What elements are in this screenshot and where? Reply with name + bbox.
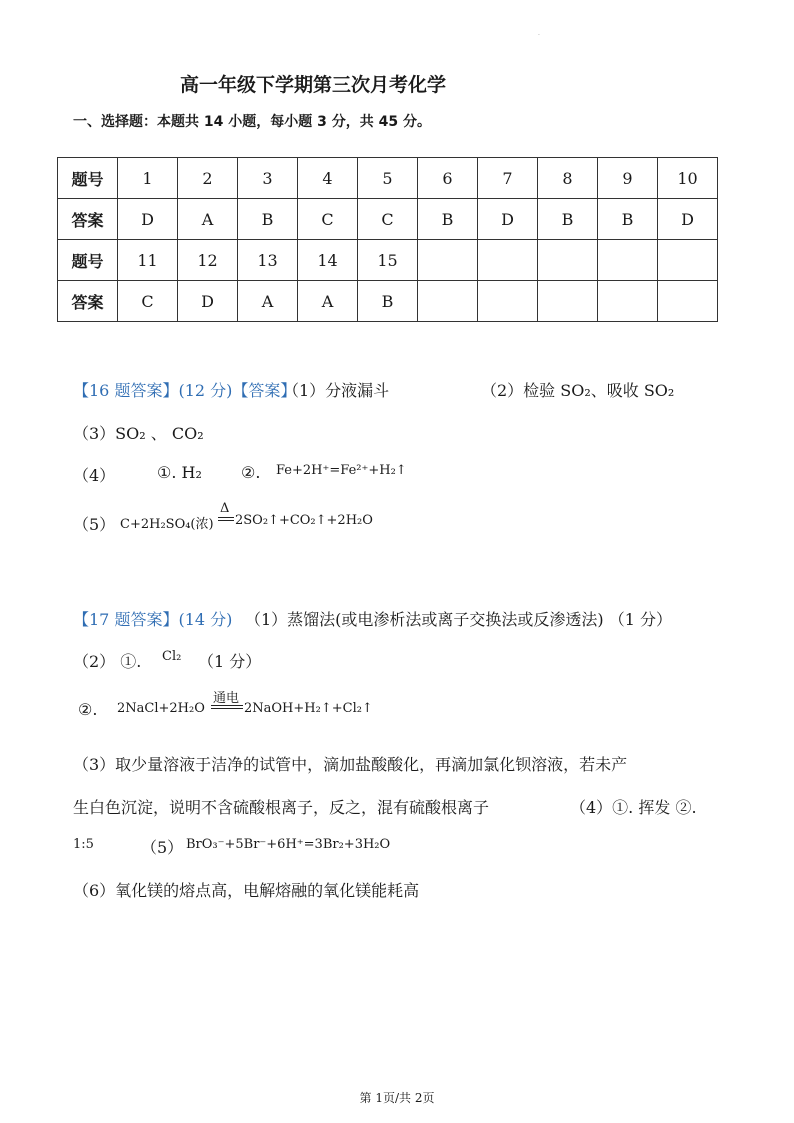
table-cell: 10: [658, 158, 718, 199]
q16-tag: 【16 题答案】(12 分)【答案】: [73, 381, 297, 400]
q16-equation-left: C+2H₂SO₄(浓): [120, 517, 214, 532]
table-cell: [658, 281, 718, 322]
table-cell: A: [238, 281, 298, 322]
table-cell: 12: [178, 240, 238, 281]
q16-equals-sign: [218, 517, 234, 521]
table-cell: 11: [118, 240, 178, 281]
table-cell: B: [538, 199, 598, 240]
scan-dot: .: [538, 30, 540, 37]
table-cell: [418, 240, 478, 281]
answer-table: [57, 157, 718, 322]
q16-part2: （2）检验 SO₂、吸收 SO₂: [481, 381, 675, 400]
table-cell: 1: [118, 158, 178, 199]
table-cell: [598, 281, 658, 322]
table-cell: D: [178, 281, 238, 322]
table-row: [58, 158, 718, 199]
table-cell: [418, 281, 478, 322]
q17-bromine-equation: BrO₃⁻+5Br⁻+6H⁺=3Br₂+3H₂O: [186, 837, 391, 852]
table-cell: C: [298, 199, 358, 240]
table-cell: [538, 240, 598, 281]
table-cell: 3: [238, 158, 298, 199]
q16-part5-label: （5）: [73, 515, 116, 534]
q17-ratio: 1:5: [73, 837, 94, 852]
q17-part1: （1）蒸馏法(或电渗析法或离子交换法或反渗透法) （1 分）: [245, 610, 673, 629]
section-heading: 一、选择题：本题共 14 小题，每小题 3 分，共 45 分。: [73, 114, 431, 130]
table-cell: 5: [358, 158, 418, 199]
q17-part4: （4）①. 挥发 ②.: [570, 798, 697, 817]
page-footer: 第 1页/共 2页: [359, 1091, 435, 1105]
table-row: [58, 199, 718, 240]
table-cell: 4: [298, 158, 358, 199]
q17-part6: （6）氧化镁的熔点高，电解熔融的氧化镁能耗高: [73, 881, 420, 900]
table-cell: D: [478, 199, 538, 240]
table-cell: 6: [418, 158, 478, 199]
q16-equation-right: 2SO₂↑+CO₂↑+2H₂O: [235, 513, 373, 528]
q16-part4-second: ②.: [241, 463, 261, 482]
table-cell: D: [658, 199, 718, 240]
table-cell: 题号: [58, 158, 118, 199]
page-title: 高一年级下学期第三次月考化学: [180, 74, 447, 96]
table-cell: A: [298, 281, 358, 322]
table-cell: B: [598, 199, 658, 240]
q17-tag: 【17 题答案】(14 分): [73, 610, 233, 629]
table-row: [58, 240, 718, 281]
table-cell: [478, 240, 538, 281]
q17-equation-left: 2NaCl+2H₂O: [117, 701, 205, 716]
table-cell: [538, 281, 598, 322]
q17-equals-sign: [211, 705, 243, 709]
table-cell: 8: [538, 158, 598, 199]
q17-electrolysis-label: 通电: [213, 691, 240, 706]
table-cell: 答案: [58, 281, 118, 322]
table-cell: C: [358, 199, 418, 240]
table-cell: B: [238, 199, 298, 240]
table-cell: B: [418, 199, 478, 240]
q16-part1: （1）分液漏斗: [283, 381, 390, 400]
q17-part2-score: （1 分）: [198, 652, 262, 671]
q16-equation-fe: Fe+2H⁺=Fe²⁺+H₂↑: [276, 463, 407, 478]
q17-part3-line1: （3）取少量溶液于洁净的试管中，滴加盐酸酸化，再滴加氯化钡溶液，若未产: [73, 755, 628, 774]
table-cell: 题号: [58, 240, 118, 281]
table-cell: 2: [178, 158, 238, 199]
table-cell: 13: [238, 240, 298, 281]
q17-part2-second: ②.: [78, 700, 98, 719]
q17-equation-right: 2NaOH+H₂↑+Cl₂↑: [244, 701, 373, 716]
table-cell: 14: [298, 240, 358, 281]
table-cell: B: [358, 281, 418, 322]
q16-heat-symbol: Δ: [220, 501, 230, 516]
q17-part5-label: （5）: [141, 838, 184, 857]
table-cell: 9: [598, 158, 658, 199]
table-cell: D: [118, 199, 178, 240]
q17-part3-line2: 生白色沉淀，说明不含硫酸根离子，反之，混有硫酸根离子: [73, 798, 490, 817]
q17-part2-label: （2） ①.: [73, 652, 142, 671]
table-cell: 答案: [58, 199, 118, 240]
q16-part3: （3）SO₂ 、 CO₂: [73, 424, 204, 443]
table-cell: [658, 240, 718, 281]
q16-part4-first: ①. H₂: [157, 463, 202, 482]
table-cell: A: [178, 199, 238, 240]
q17-chlorine: Cl₂: [162, 649, 182, 664]
table-cell: 7: [478, 158, 538, 199]
table-cell: [478, 281, 538, 322]
table-cell: [598, 240, 658, 281]
table-row: [58, 281, 718, 322]
table-cell: 15: [358, 240, 418, 281]
table-cell: C: [118, 281, 178, 322]
q16-part4-label: （4）: [73, 466, 116, 485]
